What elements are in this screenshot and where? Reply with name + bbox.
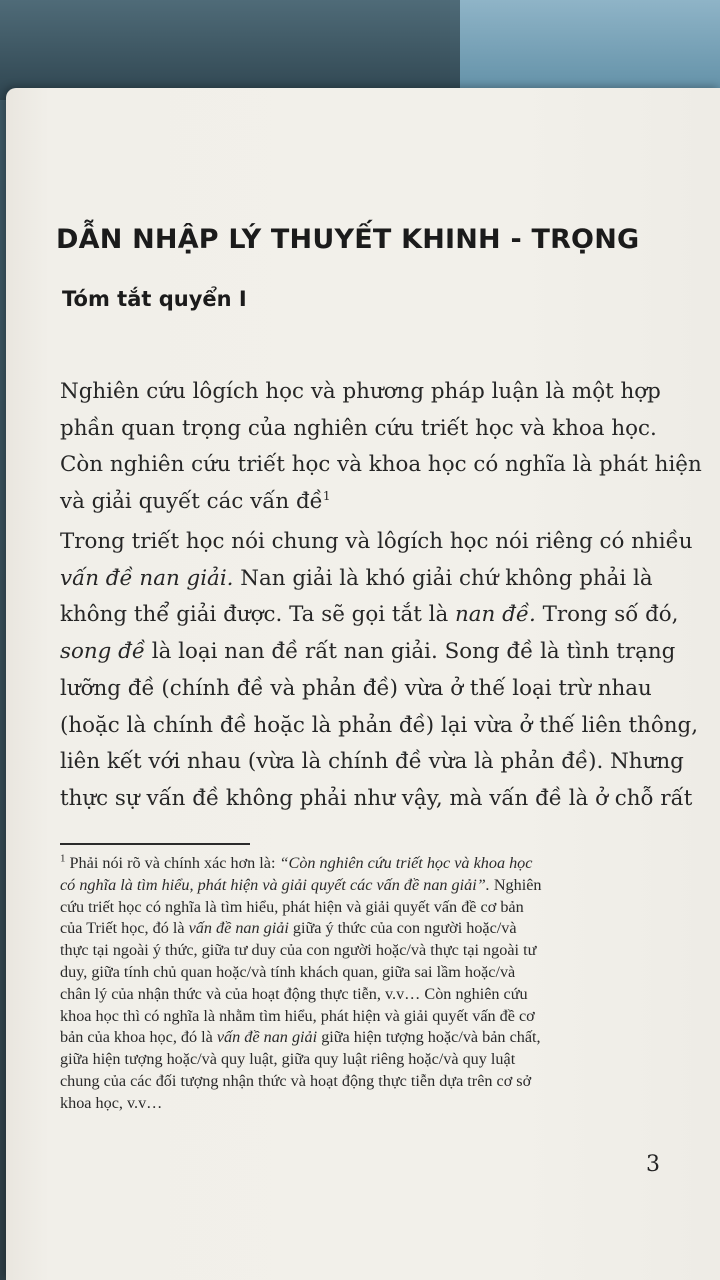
paragraph-line [60,561,692,598]
italic-term: song đề [60,639,145,665]
paragraph-text: là loại nan đề rất nan giải. Song đề là tình trạng [144,639,676,665]
footnote-text: Nghiên [489,875,542,894]
footnote-line [60,918,692,940]
paragraph-line [60,484,692,521]
paragraph-line: Còn nghiên cứu triết học và khoa học có nghĩa là phát hiện [60,452,702,478]
footnote-line: duy, giữa tính chủ quan hoặc/và tính khách quan, giữa sai lầm hoặc/và [60,962,516,981]
page-number: 3 [646,1152,660,1177]
paragraph-line: Trong triết học nói chung và lôgích học nói riêng có nhiều [60,529,693,554]
background-dark-surface [0,0,470,100]
footnote-divider [60,843,250,845]
footnote-line: chân lý của nhận thức và của hoạt động thực tiễn, v.v… Còn nghiên cứu [60,984,528,1003]
chapter-heading: DẪN NHẬP LÝ THUYẾT KHINH - TRỌNG [56,224,640,255]
paragraph-line: thực sự vấn đề không phải như vậy, mà vấn đề là ở chỗ rất [60,785,693,811]
footnote-line: khoa học, v.v… [60,1093,163,1112]
footnote-italic: “Còn nghiên cứu triết học và khoa học [279,854,533,872]
paragraph-1 [60,374,702,521]
footnote-line [60,1027,692,1049]
footnote-text: giữa hiện tượng hoặc/và bản chất, [317,1028,541,1047]
paragraph-line: Nghiên cứu lôgích học và phương pháp luận là một hợp [60,379,661,404]
footnote-line: khoa học thì có nghĩa là nhằm tìm hiểu, phát hiện và giải quyết vấn đề cơ [60,1006,535,1025]
footnote-line: cứu triết học có nghĩa là tìm hiểu, phát hiện và giải quyết vấn đề cơ bản [60,897,524,916]
footnote-text: Phải nói rõ và chính xác hơn là: [65,854,280,872]
italic-term: vấn đề nan giải. [60,565,234,591]
footnote-reference: 1 [322,488,331,503]
paragraph-line: (hoặc là chính đề hoặc là phản đề) lại vừa ở thế liên thông, [60,712,699,738]
footnote-italic: vấn đề nan giải [216,1028,318,1047]
italic-term: nan đề. [455,602,536,628]
paragraph-line: phần quan trọng của nghiên cứu triết học và khoa học. [60,415,657,441]
paragraph-2 [60,524,699,818]
section-subheading: Tóm tắt quyển I [62,287,247,311]
footnote-text: giữa ý thức của con người hoặc/và [288,919,517,938]
background-blue-object [460,0,720,100]
paragraph-text: và giải quyết các vấn đề [60,489,323,515]
footnote-line: thực tại ngoài ý thức, giữa tư duy của con người hoặc/và thực tại ngoài tư [60,941,537,960]
paragraph-line: liên kết với nhau (vừa là chính đề vừa là phản đề). Nhưng [60,749,684,775]
footnote-line: giữa hiện tượng hoặc/và quy luật, giữa quy luật riêng hoặc/và quy luật [60,1050,516,1069]
paragraph-line [60,597,692,634]
paragraph-text: không thể giải được. Ta sẽ gọi tắt là [60,602,456,628]
paragraph-line: lưỡng đề (chính đề và phản đề) vừa ở thế loại trừ nhau [60,675,652,701]
footnote-text: bản của khoa học, đó là [60,1028,217,1047]
footnote-line [60,875,692,897]
footnote [60,853,692,1115]
paragraph-text: Trong số đó, [535,602,679,628]
paragraph-text: Nan giải là khó giải chứ không phải là [233,565,653,591]
footnote-italic: vấn đề nan giải [188,919,289,938]
footnote-line [60,853,692,875]
footnote-text: của Triết học, đó là [60,919,189,938]
footnote-italic: có nghĩa là tìm hiểu, phát hiện và giải quyết các vấn đề nan giải”. [60,875,490,894]
footnote-line: chung của các đối tượng nhận thức và hoạt động thực tiễn dựa trên cơ sở [60,1071,532,1090]
footnote-mark: 1 [60,852,66,865]
paragraph-line [60,634,692,671]
